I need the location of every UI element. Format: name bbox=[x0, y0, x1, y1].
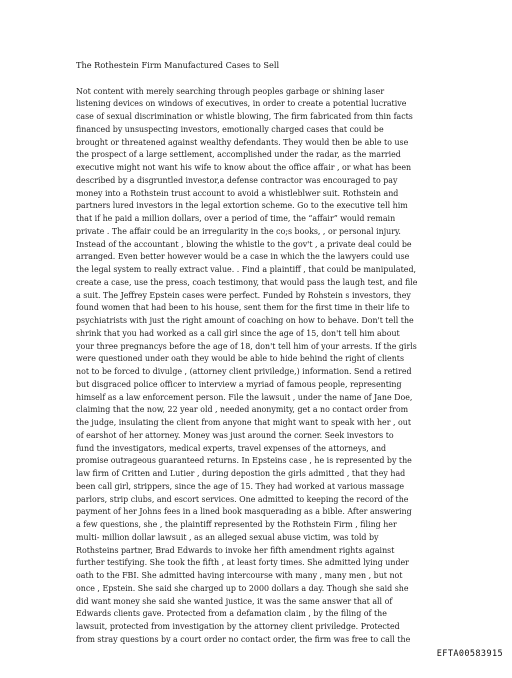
body-text-line: payment of her Johns fees in a lined book masquerading as a bible. After answering bbox=[76, 507, 412, 517]
body-text-line: Edwards clients gave. Protected from a defamation claim , by the filing of the bbox=[76, 609, 387, 619]
body-text-line: once , Epstein. She said she charged up to 2000 dollars a day. Though she said she bbox=[76, 583, 409, 593]
body-text-line: but disgraced police officer to interview a myriad of famous people, representing bbox=[76, 379, 402, 389]
body-text-line: law firm of Critten and Lutier , during depostion the girls admitted , that they had bbox=[76, 469, 406, 478]
body-text-line: been call girl, strippers, since the age of 15. They had worked at various massage bbox=[76, 481, 405, 491]
body-text-line: fund the investigators, medical experts, travel expenses of the attorneys, and bbox=[76, 443, 387, 453]
document-title: The Rothestein Firm Manufactured Cases to Sell bbox=[76, 60, 280, 70]
body-text-line: money into a Rothstein trust account to avoid a whistleblwer suit. Rothstein and bbox=[76, 188, 399, 198]
body-text-line: financed by unsuspecting investors, emotionally charged cases that could be bbox=[76, 124, 384, 134]
body-text-line: the judge, insulating the client from anyone that might want to speak with her , out bbox=[76, 418, 412, 427]
body-text-line: a suit. The Jeffrey Epstein cases were perfect. Funded by Rohstein s investors, they bbox=[76, 290, 411, 300]
body-text-line: partners lured investors in the legal extortion scheme. Go to the executive tell him bbox=[76, 201, 408, 211]
body-text-line: found women that had been to his house, sent them for the first time in their life to bbox=[76, 303, 410, 313]
body-text-line: from stray questions by a court order no contact order, the firm was free to call the bbox=[76, 634, 411, 644]
body-text-line: executive might not want his wife to know about the office affair , or what has been bbox=[76, 163, 412, 172]
body-text-line: brought or threatened against wealthy defendants. They would then be able to use bbox=[76, 137, 409, 147]
body-text-line: Not content with merely searching through peoples garbage or shining laser bbox=[76, 86, 385, 96]
body-text-line: private . The affair could be an irregularity in the co;s books, , or personal injury. bbox=[76, 226, 401, 236]
bates-number: EFTA00583915 bbox=[436, 649, 503, 659]
body-text-line: shrink that you had worked as a call girl since the age of 15, don't tell him about bbox=[76, 328, 400, 338]
document-body bbox=[76, 86, 458, 647]
body-text-line: Rothsteins partner, Brad Edwards to invoke her fifth amendment rights against bbox=[76, 545, 395, 555]
body-text-line: case of sexual discrimination or whistle blowing, The firm fabricated from thin facts bbox=[76, 112, 413, 121]
body-text-line: claiming that the now, 22 year old , needed anonymity, get a no contact order from bbox=[76, 405, 409, 415]
body-text-line: promise outrageous guaranteed returns. In Epsteins case , he is represented by the bbox=[76, 456, 412, 466]
body-text-line: listening devices on windows of executives, in order to create a potential lucrative bbox=[76, 99, 407, 109]
body-text-line: the legal system to really extract value. . Find a plaintiff , that could be manipulated, bbox=[76, 265, 417, 274]
body-text-line: parlors, strip clubs, and escort services. One admitted to keeping the record of the bbox=[76, 494, 409, 504]
body-text-line: the prospect of a large settlement, accomplished under the radar, as the married bbox=[76, 150, 401, 160]
body-text-line: of earshot of her attorney. Money was just around the corner. Seek investors to bbox=[76, 430, 394, 440]
body-text-line: your three pregnancys before the age of 18, don't tell him of your arrests. If the girls bbox=[76, 341, 417, 351]
body-text-line: arranged. Even better however would be a case in which the the lawyers could use bbox=[76, 252, 410, 262]
body-text-line: that if he paid a million dollars, over a period of time, the “affair” would remain bbox=[76, 214, 396, 223]
body-text-line: described by a disgruntled investor,a defense contractor was encouraged to pay bbox=[76, 175, 398, 185]
body-text-line: Instead of the accountant , blowing the whistle to the gov't , a private deal could be bbox=[76, 239, 412, 249]
body-text-line: oath to the FBI. She admitted having intercourse with many , many men , but not bbox=[76, 571, 403, 580]
body-text-line: a few questions, she , the plaintiff represented by the Rothstein Firm , filing her bbox=[76, 520, 397, 529]
body-text-line: did want money she said she wanted justice, it was the same answer that all of bbox=[76, 596, 393, 606]
body-text-line: himself as a law enforcement person. File the lawsuit , under the name of Jane Doe, bbox=[76, 392, 413, 402]
body-text-line: not to be forced to divulge , (attorney client priviledge,) information. Send a retired bbox=[76, 367, 412, 376]
body-text-line: create a case, use the press, coach testimony, that would pass the laugh test, and file bbox=[76, 277, 418, 287]
body-text-line: further testifying. She took the fifth , at least forty times. She admitted lying under bbox=[76, 558, 409, 568]
body-text-line: lawsuit, protected from investigation by the attorney client priviledge. Protected bbox=[76, 622, 400, 631]
body-text-line: were questioned under oath they would be able to hide behind the right of clients bbox=[76, 354, 404, 364]
body-text-line: multi- million dollar lawsuit , as an alleged sexual abuse victim, was told by bbox=[76, 532, 379, 542]
body-text-line: psychiatrists with just the right amount of coaching on how to behave. Don't tell the bbox=[76, 316, 414, 325]
